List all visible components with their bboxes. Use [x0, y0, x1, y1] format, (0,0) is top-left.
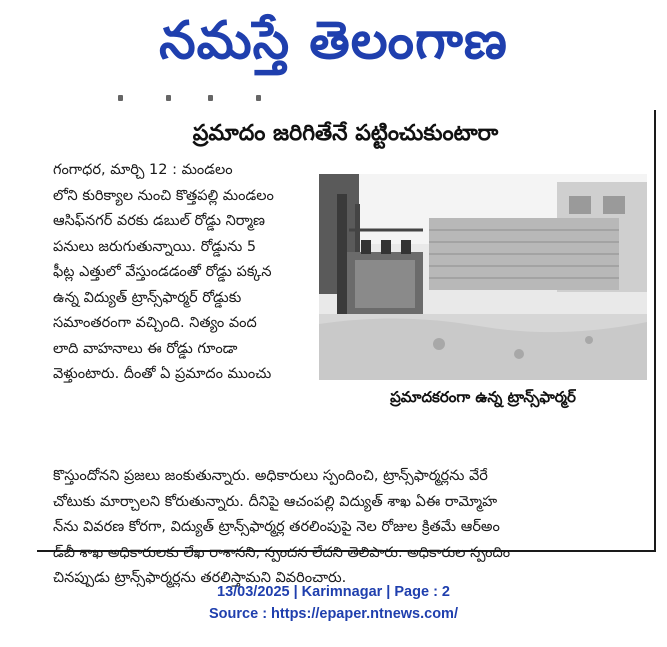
article-line: గంగాధర, మార్చి 12 : మండలం: [53, 162, 233, 178]
article-column: [53, 158, 328, 388]
article-line: కొస్తుందోనని ప్రజలు జంకుతున్నారు. అధికారులు స్పందించి, ట్రాన్స్‌ఫార్మర్లను వేరే: [53, 468, 488, 484]
footer-meta: 13/03/2025 | Karimnagar | Page : 2: [217, 584, 450, 600]
article-line: ఉన్న విద్యుత్ ట్రాన్స్‌ఫార్మర్ రోడ్డుకు: [53, 289, 242, 306]
article-line: సమాంతరంగా వచ్చింది. నిత్యం వంద: [53, 315, 257, 331]
article-headline: ప్రమాదం జరిగితేనే పట్టించుకుంటారా: [192, 121, 499, 146]
article-line: చోటుకు మార్చాలని కోరుతున్నారు. దీనిపై ఆచంపల్లి విద్యుత్ శాఖ ఏఈ రామ్మోహ: [53, 493, 498, 510]
photo-caption: ప్రమాదకరంగా ఉన్న ట్రాన్స్‌ఫార్మర్: [319, 382, 647, 412]
news-clipping: [37, 110, 656, 586]
article-line: చినప్పుడు ట్రాన్స్‌ఫార్మర్లను తరలిస్తామని వివరించారు.: [53, 570, 347, 586]
article-body-full: [53, 464, 643, 592]
masthead-logo: నమస్తే తెలంగాణ: [159, 11, 508, 71]
article-line: ఫీట్ల ఎత్తులో వేస్తుండడంతో రోడ్డు పక్కన: [53, 264, 272, 280]
article-line: లాది వాహనాలు ఈ రోడ్డు గూండా: [53, 340, 238, 357]
article-line: లోని కురిక్యాల నుంచి కొత్తపల్లి మండలం: [53, 187, 274, 204]
decorative-dots: [118, 95, 298, 103]
footer-source: Source : https://epaper.ntnews.com/: [209, 606, 458, 622]
footer: [0, 581, 667, 625]
article-line: పనులు జరుగుతున్నాయి. రోడ్డును 5: [53, 238, 257, 255]
article-line: ఆసిఫ్‌నగర్ వరకు డబుల్ రోడ్డు నిర్మాణ: [53, 213, 265, 229]
article-line: వెళ్తుంటారు. దీంతో ఏ ప్రమాదం ముంచు: [53, 366, 272, 382]
article-line: న్‌ను వివరణ కోరగా, విద్యుత్ ట్రాన్స్‌ఫార్మర్ల తరలింపుపై నెల రోజుల క్రితమే ఆర్అం: [53, 519, 500, 535]
article-line: డ్‌బీ శాఖ అధికారులకు లేఖ రాశానని, స్పందన లేదని తెలిపారు. అధికారుల స్పందిం: [53, 544, 511, 561]
transformer-photo: [319, 174, 647, 380]
